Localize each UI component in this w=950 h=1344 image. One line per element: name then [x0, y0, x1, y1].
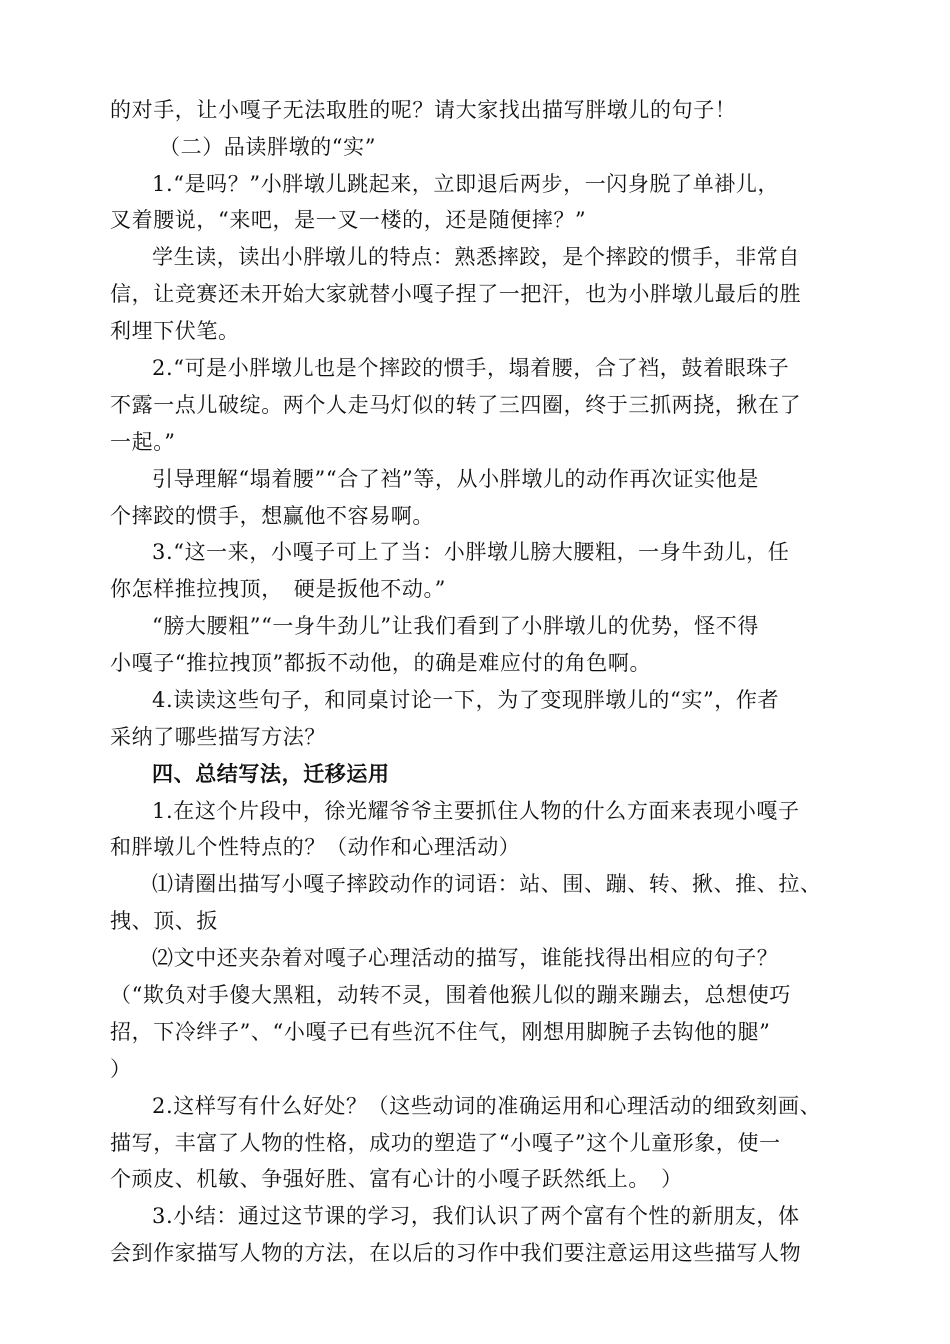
text-line: ⑴请圈出描写小嘎子摔跤动作的词语：站、围、蹦、转、揪、推、拉、: [152, 872, 822, 896]
text-line: 采纳了哪些描写方法？: [110, 725, 326, 749]
text-line: 4.读读这些句子，和同桌讨论一下，为了变现胖墩儿的“实”，作者: [152, 688, 780, 712]
text-line: 2.这样写有什么好处？（这些动词的准确运用和心理活动的细致刻画、: [152, 1094, 822, 1118]
text-line: 招，下冷绊子”、“小嘎子已有些沉不住气，刚想用脚腕子去钩他的腿”: [110, 1020, 771, 1044]
text-line: （“欺负对手傻大黑粗，动转不灵，围着他猴儿似的蹦来蹦去，总想使巧: [110, 983, 791, 1007]
text-line: 不露一点儿破绽。两个人走马灯似的转了三四圈，终于三抓两挠，揪在了: [110, 393, 802, 417]
text-line: 2.“可是小胖墩儿也是个摔跤的惯手，塌着腰，合了裆，鼓着眼珠子: [152, 356, 790, 380]
text-line: 的对手，让小嘎子无法取胜的呢？请大家找出描写胖墩儿的句子！: [110, 98, 737, 122]
text-line: 学生读，读出小胖墩儿的特点：熟悉摔跤，是个摔跤的惯手，非常自: [152, 245, 800, 269]
text-line: 个摔跤的惯手，想赢他不容易啊。: [110, 504, 434, 528]
text-line: ）: [110, 1057, 132, 1081]
text-line: ⑵文中还夹杂着对嘎子心理活动的描写，谁能找得出相应的句子？: [152, 946, 779, 970]
text-line: 你怎样推拉拽顶， 硬是扳他不动。”: [110, 577, 446, 601]
text-line: 和胖墩儿个性特点的？（动作和心理活动）: [110, 835, 521, 859]
text-line: 个顽皮、机敏、争强好胜、富有心计的小嘎子跃然纸上。 ）: [110, 1167, 683, 1191]
text-line: 会到作家描写人物的方法，在以后的习作中我们要注意运用这些描写人物: [110, 1241, 802, 1265]
text-line: 一起。”: [110, 430, 176, 454]
text-line: 1.“是吗？”小胖墩儿跳起来，立即退后两步，一闪身脱了单褂儿，: [152, 172, 780, 196]
text-line: 利埋下伏笔。: [110, 319, 240, 343]
text-line: 拽、顶、扳: [110, 909, 218, 933]
text-line: 描写，丰富了人物的性格，成功的塑造了“小嘎子”这个儿童形象，使一: [110, 1131, 781, 1155]
text-line: 3.“这一来，小嘎子可上了当：小胖墩儿膀大腰粗，一身牛劲儿，任: [152, 540, 790, 564]
text-line: 引导理解“塌着腰”“合了裆”等，从小胖墩儿的动作再次证实他是: [152, 467, 759, 491]
text-line: 小嘎子“推拉拽顶”都扳不动他，的确是难应付的角色啊。: [110, 651, 652, 675]
text-line: 叉着腰说，“来吧，是一叉一楼的，还是随便摔？”: [110, 208, 587, 232]
text-line: “膀大腰粗”“一身牛劲儿”让我们看到了小胖墩儿的优势，怪不得: [152, 614, 759, 638]
text-line: 3.小结：通过这节课的学习，我们认识了两个富有个性的新朋友，体: [152, 1204, 800, 1228]
section-heading: （二）品读胖墩的“实”: [159, 135, 377, 159]
section-heading: 四、总结写法，迁移运用: [152, 762, 390, 786]
text-line: 1.在这个片段中，徐光耀爷爷主要抓住人物的什么方面来表现小嘎子: [152, 799, 800, 823]
text-line: 信，让竞赛还未开始大家就替小嘎子捏了一把汗，也为小胖墩儿最后的胜: [110, 282, 802, 306]
